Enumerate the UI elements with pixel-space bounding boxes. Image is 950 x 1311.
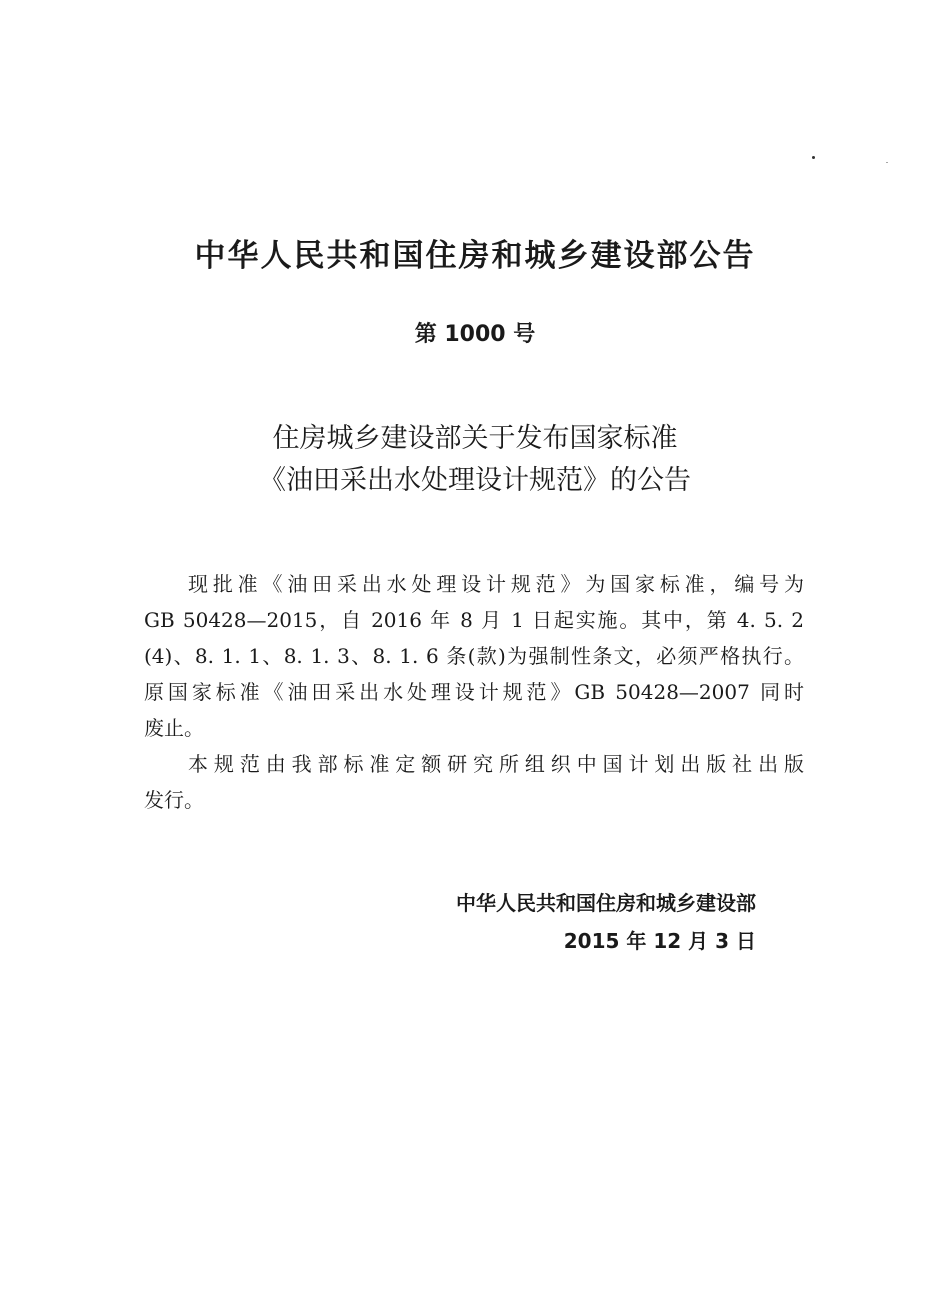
body-line: 原国家标准《油田采出水处理设计规范》GB 50428—2007 同时 [144, 680, 804, 704]
body-line: 现批准《油田采出水处理设计规范》为国家标准，编号为 [188, 572, 804, 596]
body-line: 废止。 [144, 716, 204, 740]
scan-speck [812, 156, 815, 159]
signing-date: 2015 年 12 月 3 日 [563, 929, 756, 953]
body-paragraph [144, 746, 804, 818]
signing-organization: 中华人民共和国住房和城乡建设部 [456, 891, 756, 915]
body-line: 发行。 [144, 788, 204, 812]
issuer-title: 中华人民共和国住房和城乡建设部公告 [194, 238, 756, 274]
announcement-body [144, 566, 804, 818]
signature-block [380, 884, 756, 960]
announcement-number: 第 1000 号 [414, 322, 536, 347]
body-paragraph [144, 566, 804, 746]
body-line: GB 50428—2015，自 2016 年 8 月 1 日起实施。其中，第 4. 5. 2 [144, 608, 804, 632]
subject-line: 住房城乡建设部关于发布国家标准 [272, 423, 678, 454]
body-line: 本规范由我部标准定额研究所组织中国计划出版社出版 [188, 752, 804, 776]
body-line: (4)、8. 1. 1、8. 1. 3、8. 1. 6 条(款)为强制性条文，必须严格执行。 [144, 644, 804, 668]
subject-line: 《油田采出水处理设计规范》的公告 [259, 465, 691, 496]
announcement-subject [0, 418, 950, 502]
scan-speck [886, 162, 888, 163]
